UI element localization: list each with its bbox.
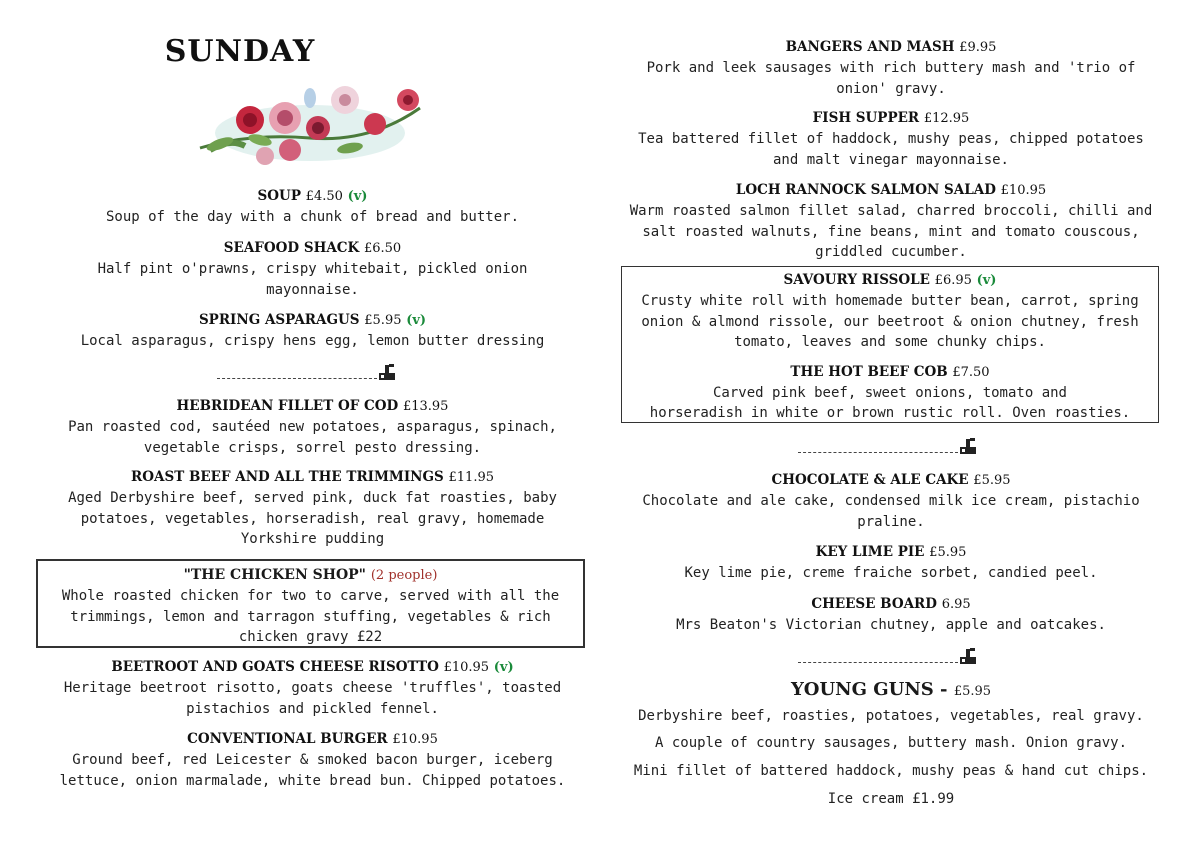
item-price: 6.95 — [941, 597, 971, 612]
kids-item: Ice cream £1.99 — [827, 791, 955, 807]
item-desc: griddled cucumber. — [815, 244, 967, 260]
item-desc: onion & almond rissole, our beetroot & onion chutney, fresh — [641, 313, 1139, 330]
item-name: KEY LIME PIE — [815, 544, 925, 560]
item-desc: Whole roasted chicken for two to carve, served with all the — [61, 588, 560, 604]
item-price: £4.50 — [305, 189, 343, 204]
item-desc: vegetable crisps, sorrel pesto dressing. — [143, 439, 482, 456]
item-name: "THE CHICKEN SHOP" — [183, 567, 366, 583]
item-price: £11.95 — [448, 470, 494, 485]
section-divider — [798, 646, 978, 668]
item-price: £10.95 — [443, 660, 490, 675]
stamp-icon — [958, 646, 978, 666]
kids-item: Derbyshire beef, roasties, potatoes, vegetables, real gravy. — [638, 708, 1144, 724]
item-name: THE HOT BEEF COB — [790, 363, 948, 380]
item-desc: Yorkshire pudding — [240, 531, 385, 547]
section-title: YOUNG GUNS - — [790, 679, 948, 700]
menu-item-cheese-board — [612, 594, 1170, 636]
menu-item-cod — [40, 396, 585, 458]
veg-badge: (v) — [493, 660, 514, 675]
left-column — [40, 396, 585, 458]
right-column — [612, 108, 1170, 170]
young-guns-section — [612, 678, 1170, 815]
menu-item-burger — [40, 729, 585, 791]
right-column — [612, 470, 1170, 532]
flower-bouquet-icon — [190, 78, 440, 178]
right-column — [612, 678, 1170, 815]
item-price: £6.95 — [934, 273, 972, 288]
item-name: BEETROOT AND GOATS CHEESE RISOTTO — [111, 659, 439, 675]
item-name: CHEESE BOARD — [811, 596, 937, 612]
menu-item-fish-supper — [612, 108, 1170, 170]
item-price: £13.95 — [402, 399, 449, 414]
veg-badge: (v) — [347, 189, 368, 204]
left-column — [40, 657, 585, 719]
item-name: BANGERS AND MASH — [785, 39, 955, 55]
item-name: SEAFOOD SHACK — [223, 240, 360, 256]
item-price: £7.50 — [952, 364, 990, 380]
item-desc: Aged Derbyshire beef, served pink, duck fat roasties, baby — [68, 490, 557, 506]
left-column — [40, 467, 585, 550]
item-desc: mayonnaise. — [266, 281, 359, 298]
item-desc: onion' gravy. — [836, 80, 946, 97]
item-price: £10.95 — [1000, 183, 1047, 198]
item-name: HEBRIDEAN FILLET OF COD — [176, 398, 399, 414]
item-desc: lettuce, onion marmalade, white bread bun. Chipped potatoes. — [59, 772, 566, 789]
stamp-icon — [377, 362, 397, 382]
item-desc: salt roasted walnuts, fine beans, mint and tomato couscous, — [642, 223, 1140, 240]
item-desc: Chocolate and ale cake, condensed milk ice cream, pistachio — [642, 493, 1140, 509]
item-desc: Mrs Beaton's Victorian chutney, apple and oatcakes. — [676, 617, 1106, 633]
right-column — [612, 594, 1170, 636]
menu-item-seafood — [40, 238, 585, 300]
item-price: £10.95 — [392, 732, 438, 747]
stamp-icon — [958, 436, 978, 456]
item-name: FISH SUPPER — [812, 110, 920, 126]
item-name: SPRING ASPARAGUS — [198, 312, 360, 328]
item-price: £5.95 — [929, 545, 967, 560]
item-price: £5.95 — [953, 684, 992, 699]
menu-item-asparagus — [40, 310, 585, 352]
item-desc: Warm roasted salmon fillet salad, charred broccoli, chilli and — [629, 203, 1153, 219]
item-desc: chicken gravy £22 — [238, 629, 383, 645]
item-price: £5.95 — [973, 473, 1011, 488]
left-column — [40, 238, 585, 300]
item-name: SOUP — [257, 188, 301, 204]
item-desc: horseradish in white or brown rustic roll. Oven roasties. — [649, 405, 1131, 421]
item-desc: praline. — [857, 513, 925, 530]
item-name: LOCH RANNOCK SALMON SALAD — [735, 182, 996, 198]
left-column — [40, 186, 585, 228]
rissole-box — [621, 266, 1159, 423]
item-desc: trimmings, lemon and tarragon stuffing, vegetables & rich — [70, 608, 551, 625]
menu-item-roast-beef — [40, 467, 585, 550]
item-desc: and malt vinegar mayonnaise. — [772, 151, 1009, 168]
item-desc: Pan roasted cod, sautéed new potatoes, asparagus, spinach, — [68, 419, 557, 435]
menu-item-key-lime-pie — [612, 542, 1170, 584]
item-desc: Carved pink beef, sweet onions, tomato and — [712, 384, 1067, 401]
right-column — [612, 37, 1170, 99]
item-price: £12.95 — [923, 111, 970, 126]
item-desc: Soup of the day with a chunk of bread and butter. — [105, 209, 519, 225]
left-column — [40, 729, 585, 791]
menu-item-salmon-salad — [612, 180, 1170, 263]
item-price: £9.95 — [959, 40, 997, 55]
item-desc: Local asparagus, crispy hens egg, lemon butter dressing — [80, 333, 545, 349]
kids-item: A couple of country sausages, buttery mash. Onion gravy. — [654, 735, 1127, 751]
kids-item: Mini fillet of battered haddock, mushy peas & hand cut chips. — [633, 763, 1149, 779]
right-column — [612, 180, 1170, 263]
item-name: SAVOURY RISSOLE — [783, 272, 930, 288]
item-desc: Heritage beetroot risotto, goats cheese 'truffles', toasted — [63, 680, 562, 696]
chicken-shop-box — [36, 559, 585, 648]
item-desc: Half pint o'prawns, crispy whitebait, pickled onion — [97, 261, 528, 277]
menu-title: SUNDAY — [164, 34, 316, 69]
left-column — [40, 310, 585, 352]
item-desc: Key lime pie, creme fraiche sorbet, candied peel. — [684, 565, 1098, 581]
item-note: (2 people) — [370, 568, 438, 583]
item-desc: potatoes, vegetables, horseradish, real gravy, homemade — [80, 510, 545, 527]
menu-item-soup — [40, 186, 585, 228]
menu-item-chocolate-cake — [612, 470, 1170, 532]
menu-item-risotto — [40, 657, 585, 719]
item-name: CHOCOLATE & ALE CAKE — [771, 472, 969, 488]
item-name: ROAST BEEF AND ALL THE TRIMMINGS — [131, 469, 444, 485]
item-desc: Crusty white roll with homemade butter bean, carrot, spring — [641, 293, 1139, 309]
item-desc: Pork and leek sausages with rich buttery mash and 'trio of — [646, 60, 1136, 76]
veg-badge: (v) — [976, 273, 997, 288]
menu-item-bangers — [612, 37, 1170, 99]
item-price: £6.50 — [363, 241, 402, 256]
item-price: £5.95 — [364, 313, 402, 328]
section-divider — [798, 436, 978, 458]
item-desc: tomato, leaves and some chunky chips. — [734, 334, 1046, 350]
right-column — [612, 542, 1170, 584]
item-name: CONVENTIONAL BURGER — [187, 731, 388, 747]
item-desc: Ground beef, red Leicester & smoked bacon burger, iceberg — [72, 752, 553, 768]
veg-badge: (v) — [406, 313, 427, 328]
item-desc: Tea battered fillet of haddock, mushy peas, chipped potatoes — [638, 131, 1144, 147]
item-desc: pistachios and pickled fennel. — [186, 700, 439, 717]
section-divider — [217, 362, 397, 384]
